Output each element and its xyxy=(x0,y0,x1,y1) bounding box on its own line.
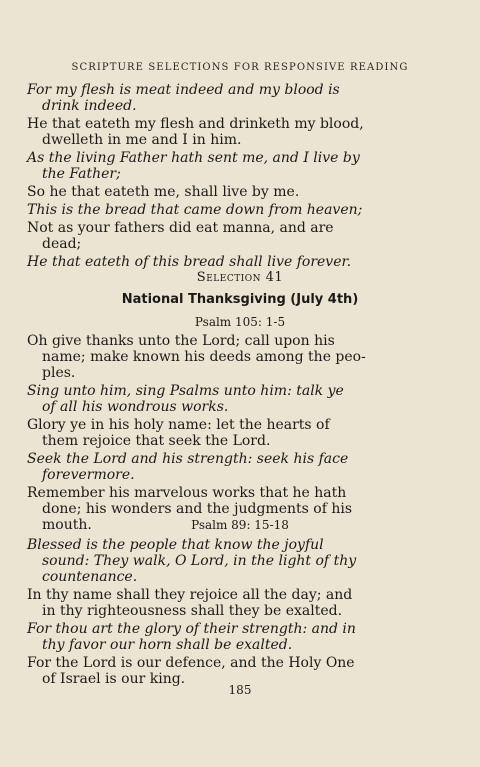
verse-line: In thy name shall they rejoice all the day; and xyxy=(27,587,353,603)
verse xyxy=(27,333,395,381)
page-number: 185 xyxy=(228,683,252,697)
responsive-reading-block-1 xyxy=(27,82,395,272)
verse-line: of Israel is our king. xyxy=(42,671,186,687)
verse-line: the Father; xyxy=(42,166,121,182)
verse-line: He that eateth my flesh and drinketh my blood, xyxy=(27,116,364,132)
verse-line: sound: They walk, O Lord, in the light of thy xyxy=(42,553,357,569)
verse-line: He that eateth of this bread shall live forever. xyxy=(27,254,352,270)
verse-line: dead; xyxy=(42,236,82,252)
verse xyxy=(27,254,395,270)
verse-line: mouth. xyxy=(42,517,92,533)
verse-line: So he that eateth me, shall live by me. xyxy=(27,184,300,200)
verse xyxy=(27,82,395,114)
verse xyxy=(27,220,395,252)
verse-line: As the living Father hath sent me, and I live by xyxy=(27,150,360,166)
verse-line: Sing unto him, sing Psalms unto him: talk ye xyxy=(27,383,344,399)
selection-heading: National Thanksgiving (July 4th) xyxy=(121,292,359,307)
verse-line: dwelleth in me and I in him. xyxy=(42,132,242,148)
responsive-reading-block-3 xyxy=(27,537,395,689)
psalm-reference-2: Psalm 89: 15-18 xyxy=(191,518,289,532)
verse-line: ples. xyxy=(42,365,76,381)
verse xyxy=(27,383,395,415)
verse-line: Not as your fathers did eat manna, and are xyxy=(27,220,334,236)
running-header: SCRIPTURE SELECTIONS FOR RESPONSIVE READING xyxy=(71,62,409,73)
verse xyxy=(27,150,395,182)
verse-line: Oh give thanks unto the Lord; call upon his xyxy=(27,333,335,349)
verse-line: name; make known his deeds among the peo- xyxy=(42,349,366,365)
verse-line: For thou art the glory of their strength: and in xyxy=(27,621,356,637)
verse-line: in thy righteousness shall they be exalted. xyxy=(42,603,343,619)
verse-line: thy favor our horn shall be exalted. xyxy=(42,637,293,653)
responsive-reading-block-2 xyxy=(27,333,395,535)
verse-line: This is the bread that came down from heaven; xyxy=(27,202,363,218)
verse xyxy=(27,587,395,619)
verse-line: Seek the Lord and his strength: seek his face xyxy=(27,451,349,467)
psalm-reference-1: Psalm 105: 1-5 xyxy=(194,315,286,329)
verse-line: For my flesh is meat indeed and my blood is xyxy=(27,82,340,98)
verse-line: countenance. xyxy=(42,569,138,585)
verse xyxy=(27,537,395,585)
verse xyxy=(27,621,395,653)
verse xyxy=(27,202,395,218)
verse-line: Blessed is the people that know the joyful xyxy=(27,537,324,553)
verse-line: drink indeed. xyxy=(42,98,137,114)
verse xyxy=(27,451,395,483)
verse-line: of all his wondrous works. xyxy=(42,399,229,415)
selection-label: Selection 41 xyxy=(196,270,284,285)
verse-line: For the Lord is our defence, and the Holy One xyxy=(27,655,355,671)
verse-line: Remember his marvelous works that he hath xyxy=(27,485,347,501)
verse-line: forevermore. xyxy=(42,467,135,483)
verse-line: Glory ye in his holy name: let the hearts of xyxy=(27,417,330,433)
verse xyxy=(27,184,395,200)
verse-line: done; his wonders and the judgments of his xyxy=(42,501,353,517)
verse-line: them rejoice that seek the Lord. xyxy=(42,433,271,449)
verse xyxy=(27,417,395,449)
verse xyxy=(27,116,395,148)
